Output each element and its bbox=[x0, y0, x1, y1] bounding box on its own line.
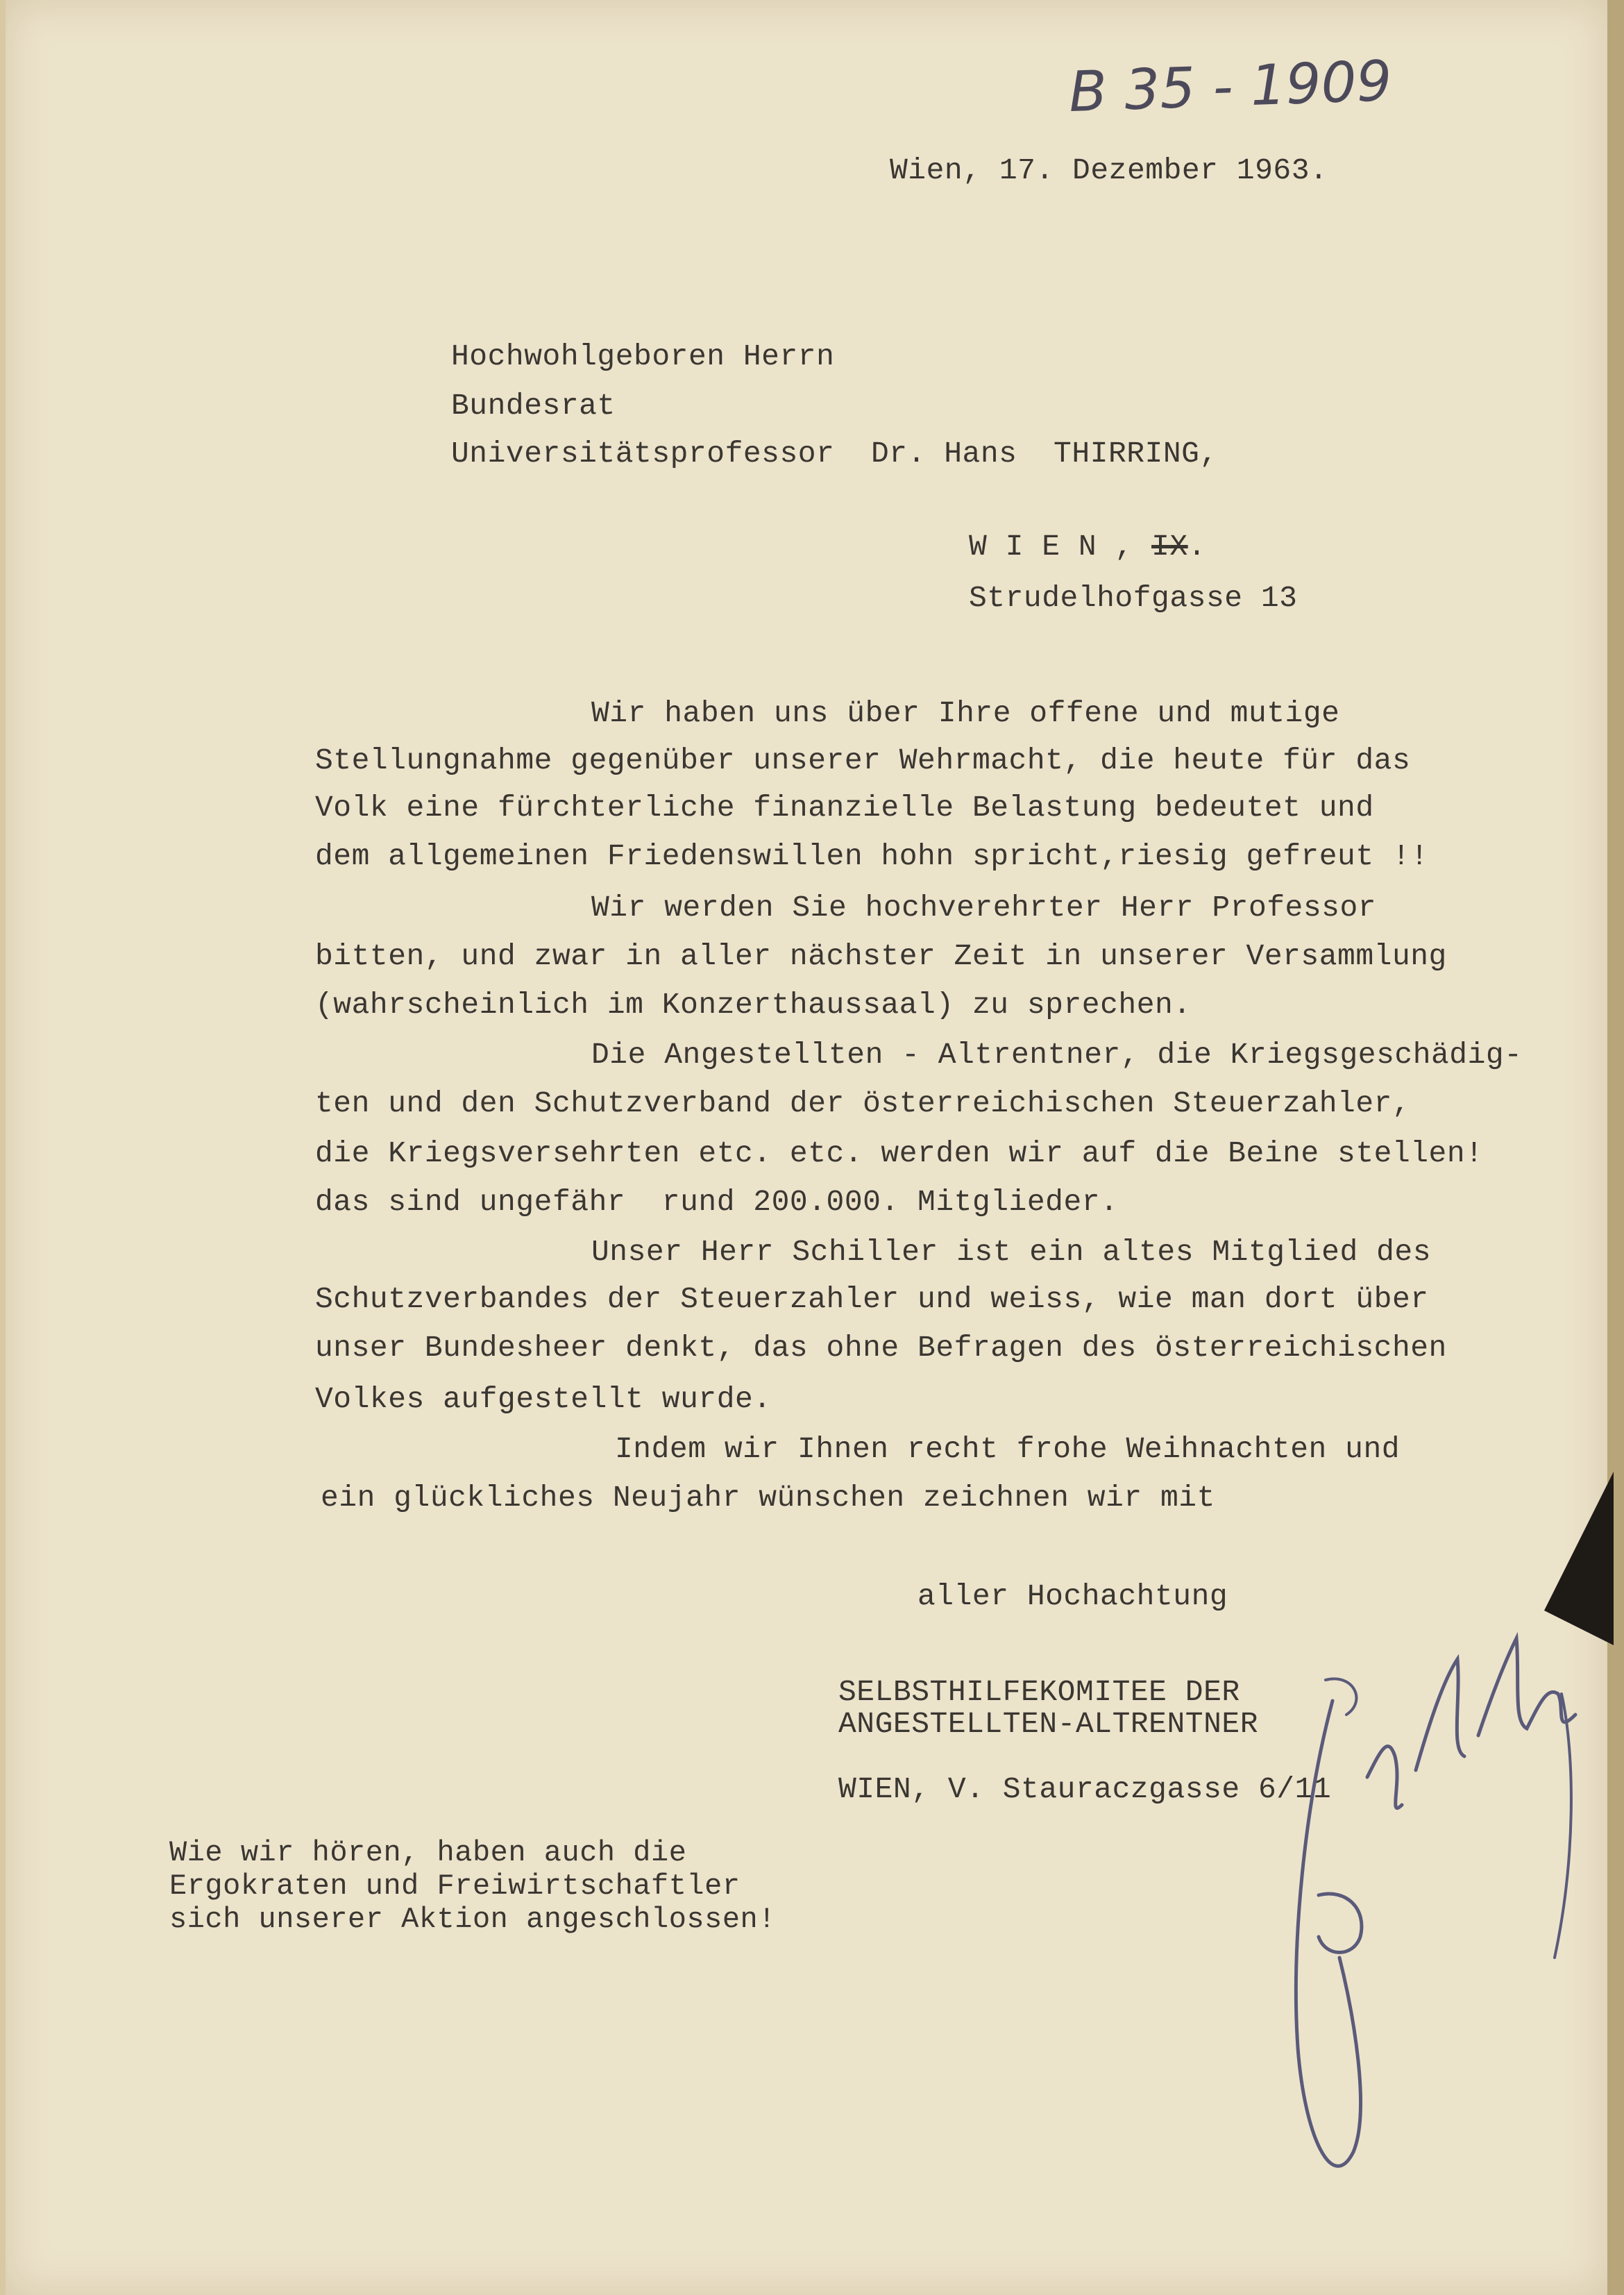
body-line: Schutzverbandes der Steuerzahler und weiss, wie man dort über bbox=[315, 1282, 1429, 1316]
recipient-city: W I E N , bbox=[969, 530, 1133, 564]
recipient-line-1: Hochwohlgeboren Herrn bbox=[451, 339, 835, 373]
handwritten-signature bbox=[1249, 1597, 1610, 2221]
body-line: bitten, und zwar in aller nächster Zeit in unserer Versammlung bbox=[315, 939, 1447, 973]
body-line: ten und den Schutzverband der österreichischen Steuerzahler, bbox=[315, 1086, 1411, 1120]
closing-line: aller Hochachtung bbox=[917, 1579, 1228, 1613]
sender-address: WIEN, V. Stauraczgasse 6/11 bbox=[838, 1772, 1332, 1806]
recipient-city-line: W I E N , IX. bbox=[969, 530, 1206, 564]
sender-line-1: SELBSTHILFEKOMITEE DER bbox=[838, 1675, 1240, 1709]
postscript-line: Ergokraten und Freiwirtschaftler bbox=[169, 1869, 741, 1903]
recipient-line-2: Bundesrat bbox=[451, 389, 616, 423]
archive-handwritten-mark: B 35 - 1909 bbox=[1067, 48, 1393, 125]
body-line: Wir werden Sie hochverehrter Herr Professor bbox=[591, 891, 1377, 925]
date-line: Wien, 17. Dezember 1963. bbox=[890, 153, 1328, 187]
recipient-street: Strudelhofgasse 13 bbox=[969, 581, 1298, 615]
body-line: dem allgemeinen Friedenswillen hohn spricht,riesig gefreut !! bbox=[315, 839, 1429, 873]
postscript-line: Wie wir hören, haben auch die bbox=[169, 1836, 687, 1869]
body-line: Unser Herr Schiller ist ein altes Mitglied des bbox=[591, 1235, 1431, 1269]
body-line: Volkes aufgestellt wurde. bbox=[315, 1382, 772, 1416]
body-line: die Kriegsversehrten etc. etc. werden wir auf die Beine stellen! bbox=[315, 1136, 1484, 1170]
recipient-district: IX bbox=[1151, 530, 1188, 564]
body-line: unser Bundesheer denkt, das ohne Befragen des österreichischen bbox=[315, 1331, 1447, 1365]
body-line: Wir haben uns über Ihre offene und mutige bbox=[591, 696, 1340, 730]
body-line: Die Angestellten - Altrentner, die Kriegsgeschädig- bbox=[591, 1038, 1523, 1072]
sender-line-2: ANGESTELLTEN-ALTRENTNER bbox=[838, 1707, 1258, 1741]
body-line: (wahrscheinlich im Konzerthaussaal) zu sprechen. bbox=[315, 988, 1192, 1022]
recipient-line-3: Universitätsprofessor Dr. Hans THIRRING, bbox=[451, 437, 1218, 471]
postscript-line: sich unserer Aktion angeschlossen! bbox=[169, 1903, 776, 1936]
body-line: Indem wir Ihnen recht frohe Weihnachten und bbox=[615, 1432, 1401, 1466]
body-line: ein glückliches Neujahr wünschen zeichnen wir mit bbox=[321, 1481, 1215, 1515]
body-line: Stellungnahme gegenüber unserer Wehrmacht, die heute für das bbox=[315, 743, 1411, 777]
body-line: das sind ungefähr rund 200.000. Mitglieder. bbox=[315, 1185, 1119, 1219]
body-line: Volk eine fürchterliche finanzielle Belastung bedeutet und bbox=[315, 791, 1374, 825]
